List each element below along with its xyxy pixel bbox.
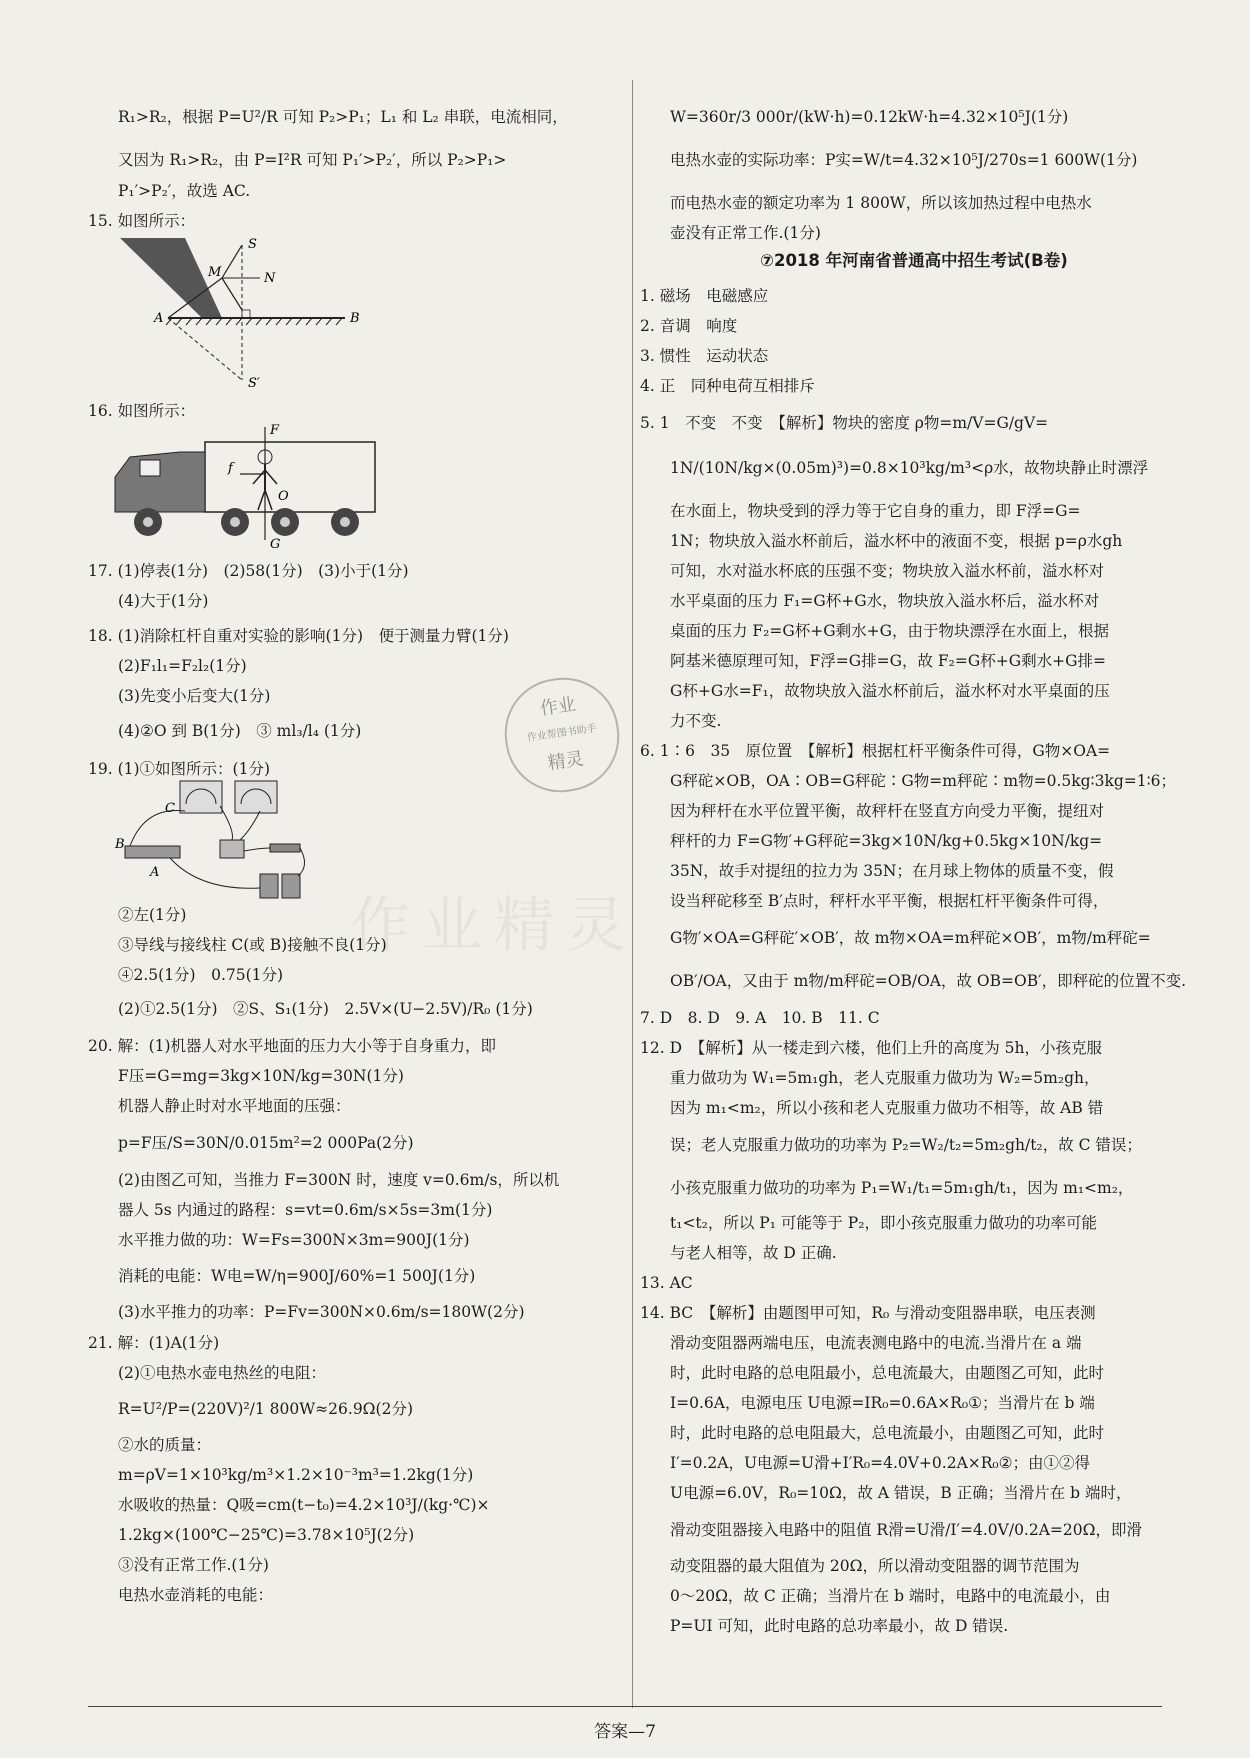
right-line: U电源=6.0V，R₀=10Ω，故 A 错误，B 正确；当滑片在 b 端时，: [670, 1484, 1132, 1502]
right-line: 滑动变阻器两端电压，电流表测电路中的电流.当滑片在 a 端: [670, 1334, 1082, 1352]
right-line: 1N；物块放入溢水杯前后，溢水杯中的液面不变，根据 p=ρ水gh: [670, 532, 1123, 550]
right-line: G杯+G水=F₁，故物块放入溢水杯前后，溢水杯对水平桌面的压: [670, 682, 1110, 700]
right-line: I′=0.2A，U电源=U滑+I′R₀=4.0V+0.2A×R₀②；由①②得: [670, 1454, 1091, 1472]
label-B: B: [115, 837, 125, 852]
left-line: 1.2kg×(100℃−25℃)=3.78×10⁵J(2分): [118, 1526, 415, 1544]
watermark: 作业精灵: [350, 891, 638, 961]
right-line: 桌面的压力 F₂=G杯+G剩水+G，由于物块漂浮在水面上，根据: [670, 622, 1110, 640]
right-line: 可知，水对溢水杯底的压强不变；物块放入溢水杯前，溢水杯对: [670, 562, 1105, 580]
left-line: ②左(1分): [118, 906, 187, 924]
right-line: 时，此时电路的总电阻最小，总电流最大，由题图乙可知，此时: [670, 1364, 1105, 1382]
right-line: 动变阻器的最大阻值为 20Ω，所以滑动变阻器的调节范围为: [670, 1557, 1080, 1575]
label-O: O: [278, 489, 289, 504]
left-line: 水吸收的热量：Q吸=cm(t−t₀)=4.2×10³J/(kg·℃)×: [118, 1496, 490, 1514]
left-line: P₁′>P₂′，故选 AC.: [118, 182, 251, 200]
right-line: 因为秤杆在水平位置平衡，故秤杆在竖直方向受力平衡，提纽对: [670, 802, 1105, 820]
right-line: 阿基米德原理可知，F浮=G排=G，故 F₂=G杯+G剩水+G排=: [670, 652, 1106, 670]
left-line: (3)先变小后变大(1分): [118, 687, 271, 705]
right-line: 而电热水壶的额定功率为 1 800W，所以该加热过程中电热水: [670, 194, 1092, 212]
right-line: P=UI 可知，此时电路的总功率最小，故 D 错误.: [670, 1617, 1009, 1635]
right-line: t₁<t₂，所以 P₁ 可能等于 P₂，即小孩克服重力做功的功率可能: [670, 1214, 1097, 1232]
left-line: (2)①电热水壶电热丝的电阻：: [118, 1364, 326, 1382]
left-line: 器人 5s 内通过的路程：s=vt=0.6m/s×5s=3m(1分): [118, 1201, 493, 1219]
left-line: 21. 解：(1)A(1分): [88, 1334, 220, 1352]
right-line: G物′×OA=G秤砣′×OB′，故 m物×OA=m秤砣×OB′，m物/m秤砣=: [670, 929, 1151, 947]
label-S-prime: S′: [248, 376, 260, 390]
right-line: 秤杆的力 F=G物′+G秤砣=3kg×10N/kg+0.5kg×10N/kg=: [670, 832, 1103, 850]
right-line: 时，此时电路的总电阻最大，总电流最小，由题图乙可知，此时: [670, 1424, 1105, 1442]
left-line: (3)水平推力的功率：P=Fv=300N×0.6m/s=180W(2分): [118, 1303, 525, 1321]
figure-15-reflection: [110, 230, 360, 390]
right-line: 7. D 8. D 9. A 10. B 11. C: [640, 1009, 880, 1027]
label-S: S: [248, 237, 257, 252]
right-line: 0～20Ω，故 C 正确；当滑片在 b 端时，电路中的电流最小，由: [670, 1587, 1111, 1605]
right-line: 14. BC 【解析】由题图甲可知，R₀ 与滑动变阻器串联，电压表测: [640, 1304, 1096, 1322]
right-line: 4. 正 同种电荷互相排斥: [640, 377, 815, 395]
left-line: (4)②O 到 B(1分) ③ ml₃/l₄ (1分): [118, 722, 362, 740]
right-line: 在水面上，物块受到的浮力等于它自身的重力，即 F浮=G=: [670, 502, 1081, 520]
left-line: 16. 如图所示：: [88, 402, 196, 420]
page-footer: 答案—7: [594, 1722, 656, 1742]
left-line: R₁>R₂，根据 P=U²/R 可知 P₂>P₁；L₁ 和 L₂ 串联，电流相同，: [118, 108, 568, 126]
right-line: 重力做功为 W₁=5m₁gh，老人克服重力做功为 W₂=5m₂gh，: [670, 1069, 1100, 1087]
right-line: 设当秤砣移至 B′点时，秤杆水平平衡，根据杠杆平衡条件可得，: [670, 892, 1109, 910]
right-line: 2. 音调 响度: [640, 317, 738, 335]
label-F: F: [270, 423, 280, 438]
right-line: 因为 m₁<m₂，所以小孩和老人克服重力做功不相等，故 AB 错: [670, 1099, 1104, 1117]
stamp-mid: 作业帮图书助手: [526, 723, 598, 744]
stamp-bot: 精灵: [546, 748, 585, 775]
right-line: 5. 1 不变 不变 【解析】物块的密度 ρ物=m/V=G/gV=: [640, 414, 1049, 432]
right-line: 1. 磁场 电磁感应: [640, 287, 769, 305]
label-M: M: [208, 265, 222, 280]
stamp-top: 作业: [538, 693, 578, 720]
figure-16-truck: [110, 422, 390, 552]
right-line: 误；老人克服重力做功的功率为 P₂=W₂/t₂=5m₂gh/t₂，故 C 错误；: [670, 1136, 1142, 1154]
right-line: I=0.6A，电源电压 U电源=IR₀=0.6A×R₀①；当滑片在 b 端: [670, 1394, 1095, 1412]
right-line: 3. 惯性 运动状态: [640, 347, 769, 365]
left-line: 18. (1)消除杠杆自重对实验的影响(1分) 便于测量力臂(1分): [88, 627, 509, 645]
label-B: B: [350, 311, 360, 326]
right-line: OB′/OA，又由于 m物/m秤砣=OB/OA，故 OB=OB′，即秤砣的位置不变.: [670, 972, 1187, 990]
left-line: ②水的质量：: [118, 1436, 212, 1454]
left-line: (2)由图乙可知，当推力 F=300N 时，速度 v=0.6m/s，所以机: [118, 1171, 560, 1189]
left-line: 又因为 R₁>R₂，由 P=I²R 可知 P₁′>P₂′，所以 P₂>P₁>: [118, 151, 507, 169]
left-line: 机器人静止时对水平地面的压强：: [118, 1097, 351, 1115]
stamp: [498, 671, 627, 800]
left-line: p=F压/S=30N/0.015m²=2 000Pa(2分): [118, 1134, 414, 1152]
left-line: R=U²/P=(220V)²/1 800W≈26.9Ω(2分): [118, 1400, 413, 1418]
section-title: ⑦2018 年河南省普通高中招生考试(B卷): [760, 251, 1068, 270]
left-line: (4)大于(1分): [118, 592, 209, 610]
figure-19-circuit: [110, 776, 340, 906]
right-line: 壶没有正常工作.(1分): [670, 224, 821, 242]
right-line: 12. D 【解析】从一楼走到六楼，他们上升的高度为 5h，小孩克服: [640, 1039, 1103, 1057]
footer-rule: [88, 1706, 1162, 1707]
right-line: W=360r/3 000r/(kW·h)=0.12kW·h=4.32×10⁵J(1分): [670, 108, 1069, 126]
right-line: 35N，故手对提纽的拉力为 35N；在月球上物体的质量不变，假: [670, 862, 1114, 880]
left-line: ④2.5(1分) 0.75(1分): [118, 966, 284, 984]
label-A: A: [154, 311, 164, 326]
left-line: 消耗的电能：W电=W/η=900J/60%=1 500J(1分): [118, 1267, 476, 1285]
right-line: 力不变.: [670, 712, 722, 730]
right-line: 6. 1∶6 35 原位置 【解析】根据杠杆平衡条件可得，G物×OA=: [640, 742, 1111, 760]
left-line: 15. 如图所示：: [88, 212, 196, 230]
left-line: (2)F₁l₁=F₂l₂(1分): [118, 657, 247, 675]
left-line: ③导线与接线柱 C(或 B)接触不良(1分): [118, 936, 387, 954]
left-line: F压=G=mg=3kg×10N/kg=30N(1分): [118, 1067, 404, 1085]
left-line: m=ρV=1×10³kg/m³×1.2×10⁻³m³=1.2kg(1分): [118, 1466, 474, 1484]
right-line: 1N/(10N/kg×(0.05m)³)=0.8×10³kg/m³<ρ水，故物块静止时漂浮: [670, 459, 1149, 477]
left-line: 19. (1)①如图所示：(1分): [88, 760, 270, 778]
left-line: 20. 解：(1)机器人对水平地面的压力大小等于自身重力，即: [88, 1037, 497, 1055]
label-f: f: [228, 461, 233, 476]
label-A: A: [150, 865, 160, 880]
label-C: C: [165, 801, 175, 816]
label-N: N: [264, 271, 276, 286]
left-line: 17. (1)停表(1分) (2)58(1分) (3)小于(1分): [88, 562, 409, 580]
left-line: 电热水壶消耗的电能：: [118, 1586, 274, 1604]
right-line: 小孩克服重力做功的功率为 P₁=W₁/t₁=5m₁gh/t₁，因为 m₁<m₂，: [670, 1179, 1134, 1197]
right-line: 滑动变阻器接入电路中的阻值 R滑=U滑/I′=4.0V/0.2A=20Ω，即滑: [670, 1521, 1142, 1539]
right-line: 与老人相等，故 D 正确.: [670, 1244, 837, 1262]
right-line: 电热水壶的实际功率：P实=W/t=4.32×10⁵J/270s=1 600W(1分): [670, 151, 1138, 169]
left-line: 水平推力做的功：W=Fs=300N×3m=900J(1分): [118, 1231, 470, 1249]
right-line: 水平桌面的压力 F₁=G杯+G水，物块放入溢水杯后，溢水杯对: [670, 592, 1100, 610]
right-line: 13. AC: [640, 1274, 693, 1292]
right-line: G秤砣×OB，OA∶OB=G秤砣∶G物=m秤砣∶m物=0.5kg∶3kg=1∶6；: [670, 772, 1177, 790]
label-G: G: [270, 537, 281, 552]
left-line: (2)①2.5(1分) ②S、S₁(1分) 2.5V×(U−2.5V)/R₀ (1分): [118, 1000, 533, 1018]
left-line: ③没有正常工作.(1分): [118, 1556, 269, 1574]
